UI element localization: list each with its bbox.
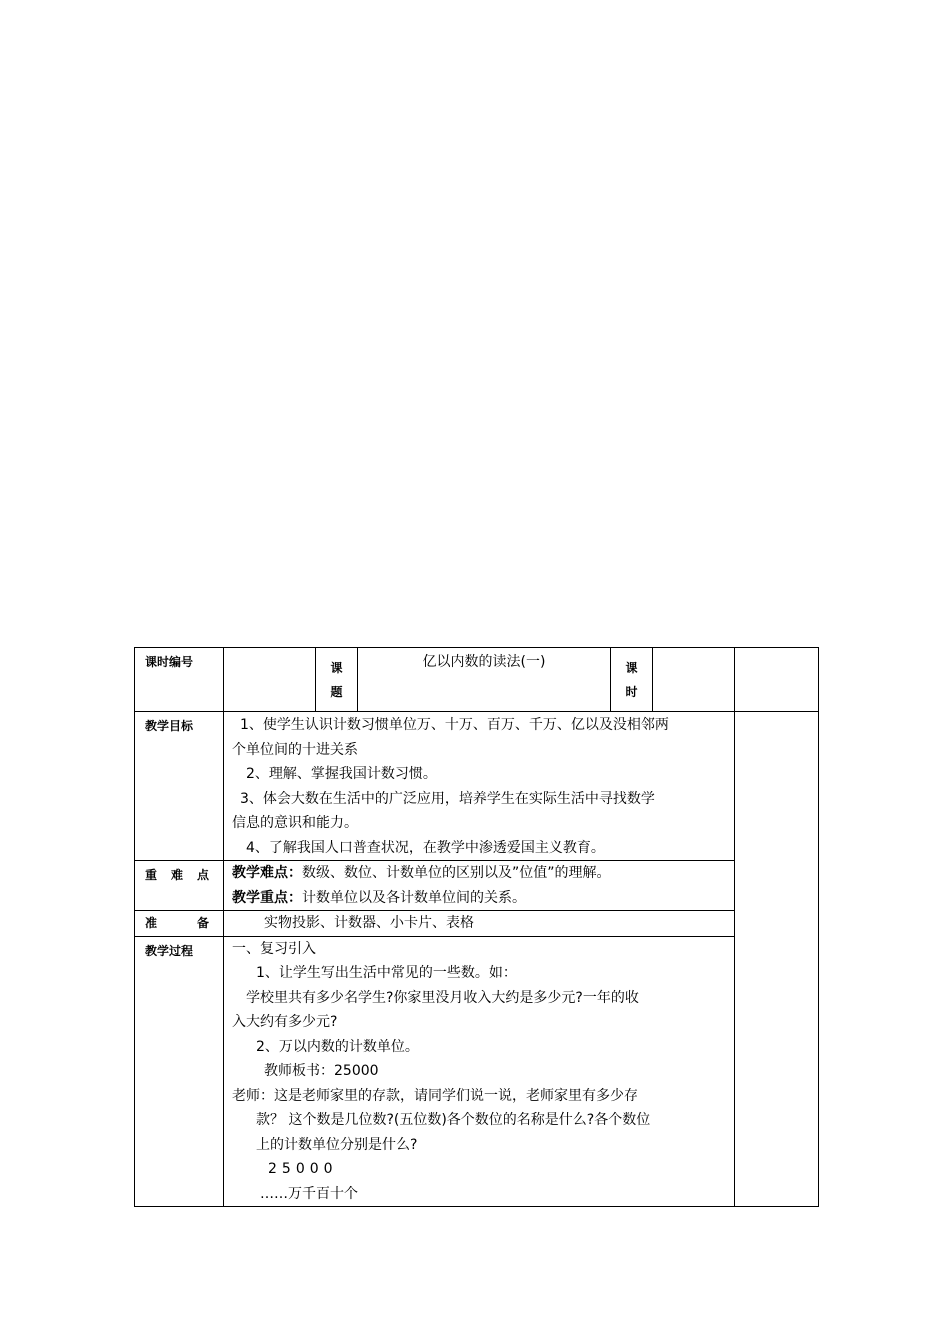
objective-line: 3、体会大数在生活中的广泛应用，培养学生在实际生活中寻找数学 [240, 790, 655, 807]
process-line: 上的计数单位分别是什么? [256, 1136, 418, 1153]
topic-value: 亿以内数的读法(一) [358, 648, 611, 712]
header-row [135, 648, 819, 712]
preparation-content [224, 911, 735, 937]
process-content [224, 936, 735, 1207]
objective-line: 2、理解、掌握我国计数习惯。 [246, 766, 437, 782]
topic-label: 课 题 [316, 648, 358, 712]
process-line: 老师：这是老师家里的存款，请同学们说一说，老师家里有多少存 [232, 1087, 638, 1104]
process-label: 教学过程 [135, 936, 224, 1207]
process-line: 学校里共有多少名学生?你家里没月收入大约是多少元?一年的收 [246, 989, 639, 1006]
process-row [135, 936, 819, 1207]
focus-label: 教学重点： [232, 889, 302, 906]
process-line: 款？ 这个数是几位数?(五位数)各个数位的名称是什么?各个数位 [256, 1112, 651, 1128]
objective-line: 1、使学生认识计数习惯单位万、十万、百万、千万、亿以及没相邻两 [240, 717, 669, 733]
preparation-text: 实物投影、计数器、小卡片、表格 [264, 915, 474, 931]
key-points-label: 重 难 点 [135, 861, 224, 911]
period-label: 课 时 [611, 648, 653, 712]
objective-line: 4、了解我国人口普查状况，在教学中渗透爱国主义教育。 [246, 839, 605, 856]
difficulty-line [224, 861, 734, 886]
header-blank-cell [735, 648, 819, 712]
side-blank-cell [735, 712, 819, 1207]
focus-text: 计数单位以及各计数单位间的关系。 [302, 889, 526, 906]
key-points-row [135, 861, 819, 911]
process-line: 入大约有多少元? [232, 1014, 338, 1030]
objective-line: 个单位间的十进关系 [232, 741, 358, 758]
objectives-content [224, 712, 735, 861]
difficulty-text: 数级、数位、计数单位的区别以及”位值”的理解。 [302, 865, 611, 881]
preparation-row [135, 911, 819, 937]
lesson-number-value [224, 648, 316, 712]
lesson-plan-table [134, 647, 819, 1207]
digits-line: 25000 [268, 1161, 338, 1177]
objective-line: 信息的意识和能力。 [232, 815, 358, 831]
focus-line [224, 886, 734, 911]
process-line: 2、万以内数的计数单位。 [256, 1038, 419, 1055]
board-text: 教师板书：25000 [264, 1063, 379, 1079]
preparation-label: 准 备 [135, 911, 224, 937]
difficulty-label: 教学难点： [232, 865, 302, 881]
process-section-title: 一、复习引入 [232, 940, 316, 957]
period-value [653, 648, 735, 712]
lesson-number-label: 课时编号 [135, 648, 224, 712]
key-points-content [224, 861, 735, 911]
process-line: 1、让学生写出生活中常见的一些数。如： [256, 965, 517, 981]
objectives-label: 教学目标 [135, 712, 224, 861]
units-line: ……万千百十个 [260, 1185, 358, 1202]
objectives-row [135, 712, 819, 861]
